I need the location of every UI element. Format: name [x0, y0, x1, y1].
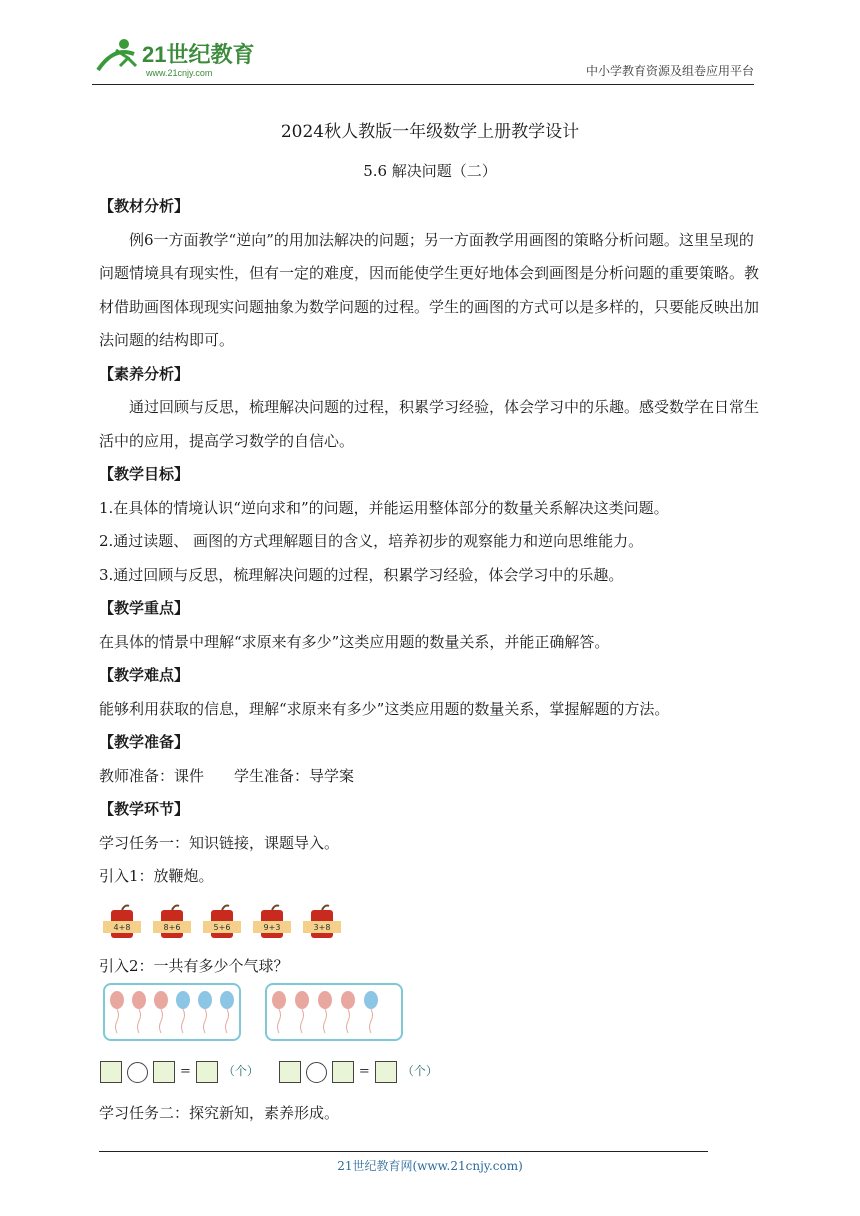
paragraph: 例6一方面教学“逆向”的用加法解决的问题；另一方面教学用画图的策略分析问题。这里呈现的问题情境具有现实性，但有一定的难度，因而能使学生更好地体会到画图是分析问题的重要策略。教材借助画图体现现实问题抽象为数学问题的过程。学生的画图的方式可以是多样的，只要能反映出加法问题的结构即可。 — [99, 230, 760, 349]
equation-template — [100, 1055, 259, 1089]
firecracker-label: 5+6 — [213, 922, 231, 932]
header-divider — [92, 84, 754, 85]
section-heading: 【教学目标】 — [99, 465, 190, 483]
equals-sign: = — [358, 1064, 370, 1080]
unit-label: （个） — [222, 1064, 259, 1079]
equation-row — [100, 1047, 767, 1097]
operator-circle[interactable] — [306, 1062, 327, 1083]
balloon-icon — [364, 991, 378, 1033]
section-heading: 【教学难点】 — [99, 666, 190, 684]
balloon-icon — [110, 991, 124, 1033]
balloon-icon — [154, 991, 168, 1033]
firecracker-label: 4+8 — [113, 922, 131, 932]
firecracker-icon — [303, 902, 341, 942]
firecracker-label: 3+8 — [313, 922, 331, 932]
site-logo — [94, 36, 264, 80]
operator-circle[interactable] — [127, 1062, 148, 1083]
footer-divider — [99, 1151, 708, 1152]
section-heading: 【素养分析】 — [99, 364, 190, 383]
answer-box[interactable] — [153, 1061, 175, 1083]
paragraph: 教师准备：课件 学生准备：导学案 — [99, 766, 355, 785]
footer-link[interactable]: 21世纪教育网(www.21cnjy.com) — [337, 1159, 523, 1173]
intro-line: 引入2：一共有多少个气球？ — [99, 956, 289, 975]
balloon-icon — [318, 991, 332, 1033]
task-line: 学习任务一：知识链接，课题导入。 — [99, 833, 340, 852]
section-heading: 【教学准备】 — [99, 733, 190, 751]
answer-box[interactable] — [375, 1061, 397, 1083]
goal-item: 3.通过回顾与反思，梳理解决问题的过程，积累学习经验，体会学习中的乐趣。 — [99, 565, 624, 584]
logo-text: 21世纪教育 — [142, 42, 255, 67]
answer-box[interactable] — [279, 1061, 301, 1083]
balloon-icon — [198, 991, 212, 1033]
equation-template — [279, 1055, 438, 1089]
balloon-group-right — [265, 983, 403, 1041]
balloon-icon — [272, 991, 286, 1033]
unit-label: （个） — [401, 1064, 438, 1079]
balloon-icon — [295, 991, 309, 1033]
answer-box[interactable] — [332, 1061, 354, 1083]
paragraph: 能够利用获取的信息，理解“求原来有多少”这类应用题的数量关系，掌握解题的方法。 — [99, 699, 670, 718]
balloon-icon — [132, 991, 146, 1033]
section-heading: 【教学环节】 — [99, 800, 190, 818]
firecracker-icon — [153, 902, 191, 942]
section-heading: 【教材分析】 — [99, 197, 190, 215]
firecracker-icon — [203, 902, 241, 942]
answer-box[interactable] — [100, 1061, 122, 1083]
firecracker-row — [103, 894, 767, 950]
firecracker-icon — [253, 902, 291, 942]
firecracker-icon — [103, 902, 141, 942]
balloon-icon — [220, 991, 234, 1033]
balloon-icon — [176, 991, 190, 1033]
paragraph: 通过回顾与反思，梳理解决问题的过程，积累学习经验，体会学习中的乐趣。感受数学在日常生活中的应用，提高学习数学的自信心。 — [99, 398, 760, 450]
doc-title: 2024秋人教版一年级数学上册教学设计 — [280, 122, 580, 142]
section-heading: 【教学重点】 — [99, 599, 190, 617]
logo-url: www.21cnjy.com — [146, 68, 213, 78]
paragraph: 在具体的情景中理解“求原来有多少”这类应用题的数量关系，并能正确解答。 — [99, 632, 610, 651]
platform-name: 中小学教育资源及组卷应用平台 — [585, 64, 754, 78]
doc-content — [99, 190, 767, 1131]
goal-item: 1.在具体的情境认识“逆向求和”的问题，并能运用整体部分的数量关系解决这类问题。 — [99, 498, 669, 517]
answer-box[interactable] — [196, 1061, 218, 1083]
balloon-icon — [341, 991, 355, 1033]
task-line: 学习任务二：探究新知，素养形成。 — [99, 1104, 340, 1122]
firecracker-label: 9+3 — [263, 922, 281, 932]
doc-subtitle: 5.6 解决问题（二） — [363, 162, 497, 180]
balloon-group-left — [103, 983, 241, 1041]
firecracker-label: 8+6 — [163, 922, 181, 932]
goal-item: 2.通过读题、 画图的方式理解题目的含义，培养初步的观察能力和逆向思维能力。 — [99, 532, 644, 550]
equals-sign: = — [180, 1064, 191, 1080]
intro-line: 引入1：放鞭炮。 — [99, 867, 214, 885]
balloon-groups — [103, 983, 767, 1047]
